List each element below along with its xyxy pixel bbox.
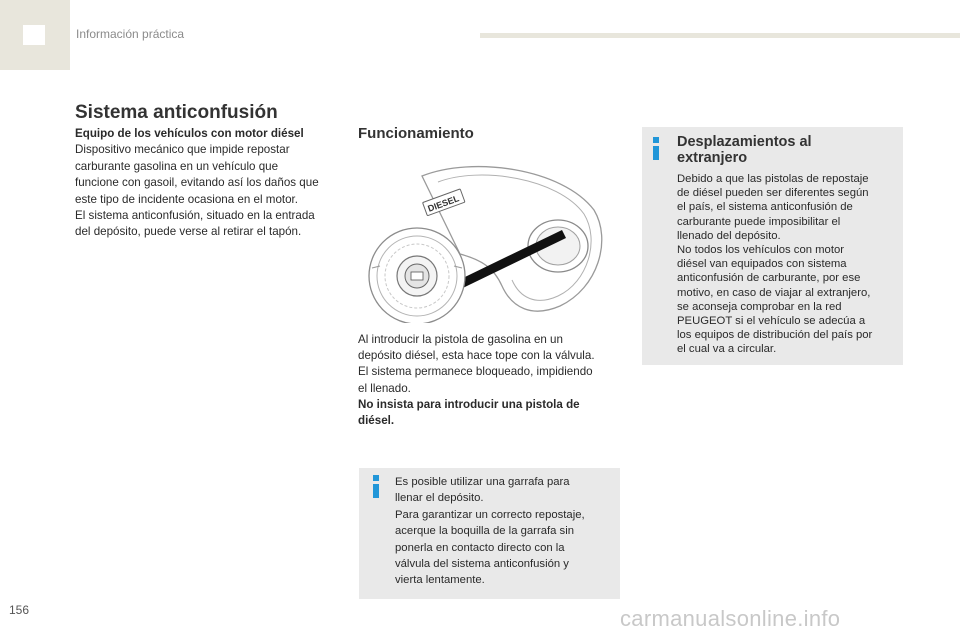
intro-line: este tipo de incidente ocasiona en el motor. [75, 192, 299, 206]
info-box-line: carburante puede imposibilitar el [677, 215, 841, 228]
info-box-line: de diésel pueden ser diferentes según [677, 187, 869, 200]
info-box-garrafa-text [395, 474, 615, 589]
header-rule [480, 33, 960, 38]
info-box-line: válvula del sistema anticonfusión y [395, 558, 569, 571]
info-box-line: se aconseja comprobar en la red [677, 300, 842, 313]
page-number: 156 [9, 603, 30, 617]
funcionamiento-warning: diésel. [358, 414, 395, 428]
info-box-line: motivo, en caso de viajar al extranjero, [677, 286, 871, 299]
funcionamiento-line: el llenado. [358, 381, 411, 395]
intro-line: funcione con gasoil, evitando así los daños que [75, 176, 319, 190]
funcionamiento-warning: No insista para introducir una pistola de [358, 397, 580, 411]
funcionamiento-line: Al introducir la pistola de gasolina en un [358, 333, 563, 346]
info-icon [653, 146, 659, 160]
corner-tab-inner [23, 25, 45, 45]
info-box-line: llenar el depósito. [395, 492, 484, 505]
info-box-line: el país, el sistema anticonfusión de [677, 201, 853, 214]
funcionamiento-line: El sistema permanece bloqueado, impidiendo [358, 365, 593, 379]
intro-subtitle: Equipo de los vehículos con motor diésel [75, 127, 304, 140]
funcionamiento-title: Funcionamiento [358, 125, 474, 142]
valve-slot [411, 272, 423, 280]
diesel-label: DIESEL [426, 193, 461, 214]
watermark: carmanualsonline.info [620, 606, 841, 631]
intro-line: Dispositivo mecánico que impide repostar [75, 143, 290, 157]
info-box-line: diésel van equipados con sistema [677, 258, 847, 271]
info-box-extranjero-text [677, 172, 897, 357]
intro-column [75, 126, 343, 241]
info-box-line: llenado del depósito. [677, 229, 781, 242]
page-title: Sistema anticonfusión [75, 102, 278, 123]
info-icon [373, 484, 379, 498]
info-box-line: acerque la boquilla de la garrafa sin [395, 525, 574, 538]
funcionamiento-text [358, 332, 620, 429]
fuel-filler-illustration [362, 158, 612, 323]
intro-line: El sistema anticonfusión, situado en la entrada [75, 209, 315, 223]
info-box-line: vierta lentamente. [395, 574, 485, 587]
section-header: Información práctica [76, 27, 185, 41]
info-box-line: Es posible utilizar una garrafa para [395, 476, 570, 488]
funcionamiento-line: depósito diésel, esta hace tope con la válvula. [358, 349, 595, 363]
intro-line: del depósito, puede verse al retirar el tapón. [75, 225, 302, 239]
info-box-title-line: extranjero [677, 150, 748, 166]
info-box-line: el cual va a circular. [677, 343, 777, 356]
corner-tab [0, 0, 70, 70]
info-box-line: anticonfusión de carburante, por ese [677, 272, 861, 285]
info-box-extranjero-title [677, 134, 887, 166]
info-box-line: Para garantizar un correcto repostaje, [395, 508, 585, 521]
info-box-line: PEUGEOT si el vehículo se adecúa a [677, 315, 866, 328]
info-box-line: Debido a que las pistolas de repostaje [677, 173, 869, 185]
info-box-line: No todos los vehículos con motor [677, 244, 845, 257]
intro-line: carburante gasolina en un vehículo que [75, 159, 279, 173]
info-box-line: los equipos de distribución del país por [677, 329, 873, 342]
info-box-title-line: Desplazamientos al [677, 134, 812, 150]
info-box-line: ponerla en contacto directo con la [395, 541, 565, 554]
